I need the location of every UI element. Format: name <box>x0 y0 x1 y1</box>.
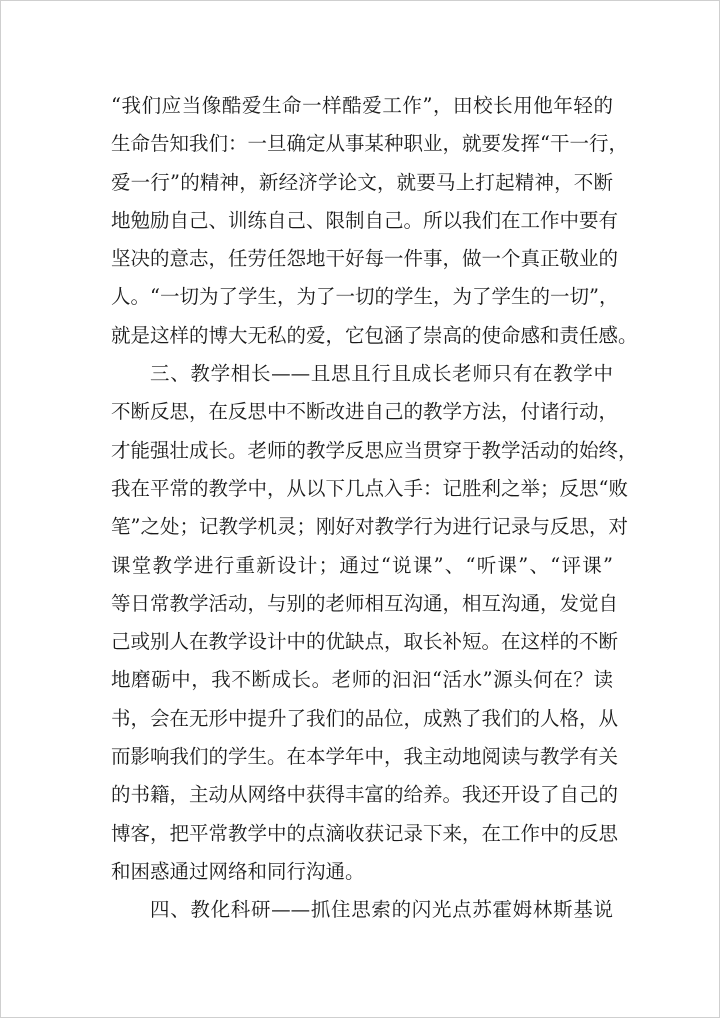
text-line: 不断反思，在反思中不断改进自己的教学方法，付诸行动， <box>111 400 619 424</box>
text-line: “我们应当像酷爱生命一样酷爱工作”，田校长用他年轻的 <box>111 94 613 117</box>
text-line: 人。“一切为了学生，为了一切的学生，为了学生的一切”， <box>111 285 619 309</box>
text-line: 己或别人在教学设计中的优缺点，取长补短。在这样的不断 <box>111 630 619 654</box>
section-heading-line: 四、教化科研——抓住思索的闪光点苏霍姆林斯基说 <box>150 898 613 922</box>
text-line: 坚决的意志，任劳任怨地干好每一件事，做一个真正敬业的 <box>111 247 619 271</box>
paragraph-1 <box>111 87 638 355</box>
text-line: 地勉励自己、训练自己、限制自己。所以我们在工作中要有 <box>111 208 619 232</box>
paragraph-2 <box>111 355 638 891</box>
text-line: 等日常教学活动，与别的老师相互沟通，相互沟通，发觉自 <box>111 591 619 615</box>
text-line: 我在平常的教学中，从以下几点入手：记胜利之举；反思“败 <box>111 476 628 500</box>
text-line: 才能强壮成长。老师的教学反思应当贯穿于教学活动的始终， <box>111 438 638 462</box>
text-line: 和困惑通过网络和同行沟通。 <box>111 859 365 883</box>
text-line: 笔”之处；记教学机灵；刚好对教学行为进行记录与反思，对 <box>111 515 628 539</box>
section-heading-line: 三、教学相长——且思且行且成长老师只有在教学中 <box>150 362 613 386</box>
text-line: 课堂教学进行重新设计；通过“说课”、“听课”、“评课” <box>111 553 613 577</box>
paragraph-3 <box>111 891 613 929</box>
text-line: 生命告知我们：一旦确定从事某种职业，就要发挥“干一行， <box>111 132 628 156</box>
text-line: 的书籍，主动从网络中获得丰富的给养。我还开设了自己的 <box>111 783 619 807</box>
text-line: 地磨砺中，我不断成长。老师的汩汩“活水”源头何在？读 <box>111 668 613 692</box>
text-line: 而影响我们的学生。在本学年中，我主动地阅读与教学有关 <box>111 745 619 769</box>
text-line: 就是这样的博大无私的爱，它包涵了崇高的使命感和责任感。 <box>111 323 638 347</box>
text-line: 爱一行”的精神，新经济学论文，就要马上打起精神，不断 <box>111 170 613 194</box>
text-line: 博客，把平常教学中的点滴收获记录下来，在工作中的反思 <box>111 821 619 845</box>
document-body <box>111 87 638 930</box>
text-line: 书，会在无形中提升了我们的品位，成熟了我们的人格，从 <box>111 706 619 730</box>
